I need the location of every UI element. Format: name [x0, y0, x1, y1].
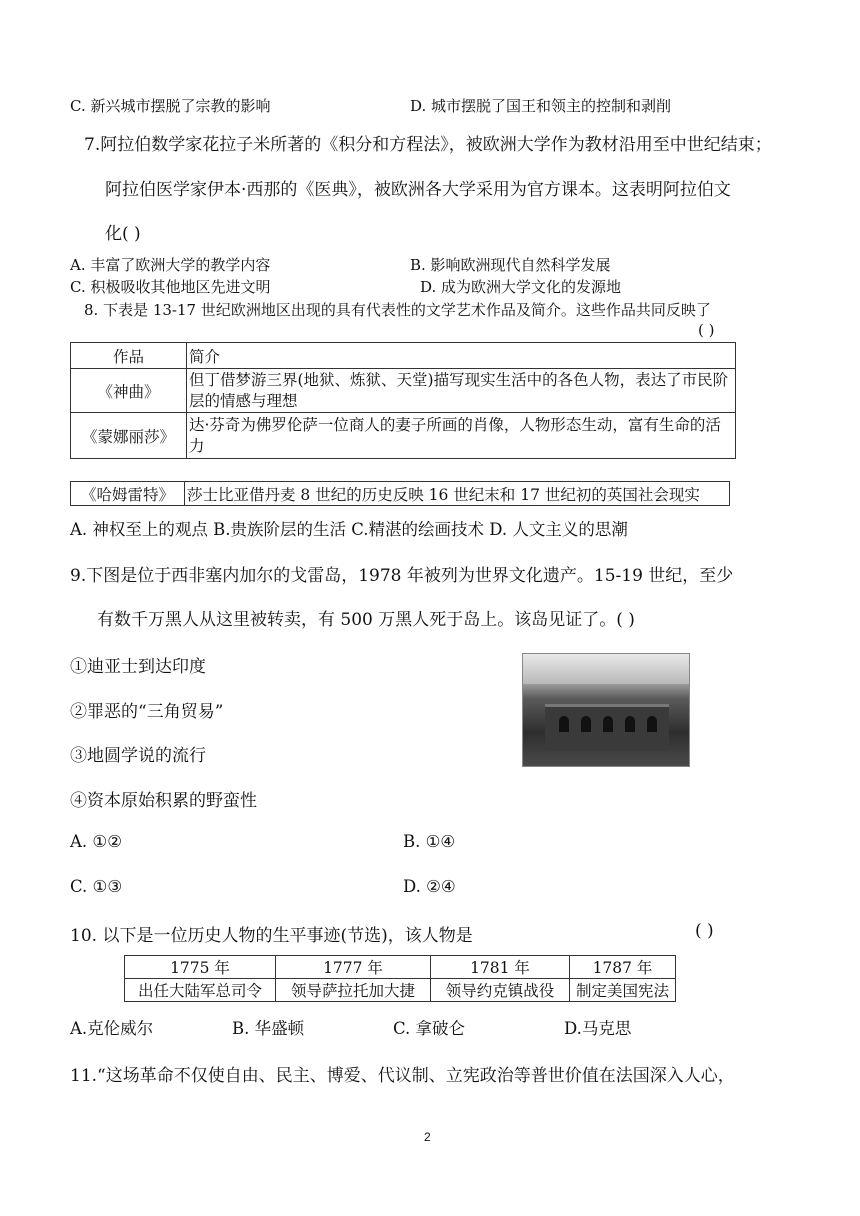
q8-row2-work: 《蒙娜丽莎》 — [71, 413, 187, 459]
q9-option-d: D. ②④ — [403, 877, 456, 896]
q10-event-4: 制定美国宪法 — [570, 979, 676, 1002]
q8-row1-work: 《神曲》 — [71, 369, 187, 413]
q6-option-d: D. 城市摆脱了国王和领主的控制和剥削 — [410, 97, 672, 115]
q8-row2-intro: 达·芬奇为佛罗伦萨一位商人的妻子所画的肖像，人物形态生动，富有生命的活力 — [187, 413, 736, 459]
q11-stem-line1: 11.“这场革命不仅使自由、民主、博爱、代议制、立宪政治等普世价值在法国深入人心， — [70, 1066, 735, 1086]
q10-year-4: 1787 年 — [570, 956, 676, 979]
q8-row3-work: 《哈姆雷特》 — [71, 482, 185, 506]
q9-option-b: B. ①④ — [403, 832, 456, 851]
q10-option-b: B. 华盛顿 — [232, 1019, 305, 1038]
q7-stem-line2: 阿拉伯医学家伊本·西那的《医典》，被欧洲各大学采用为官方课本。这表明阿拉伯文 — [105, 180, 731, 200]
q8-header-work: 作品 — [71, 343, 187, 369]
q10-option-d: D.马克思 — [564, 1019, 632, 1038]
q10-event-1: 出任大陆军总司令 — [125, 979, 276, 1002]
q9-stem-line2: 有数千万黑人从这里被转卖，有 500 万黑人死于岛上。该岛见证了。( ) — [97, 610, 635, 630]
q10-option-c: C. 拿破仑 — [393, 1019, 466, 1038]
q10-year-3: 1781 年 — [431, 956, 570, 979]
q8-row1-intro: 但丁借梦游三界(地狱、炼狱、天堂)描写现实生活中的各色人物，表达了市民阶层的情感与理想 — [187, 369, 736, 413]
q8-answer-paren: ( ) — [698, 321, 715, 339]
q10-year-1: 1775 年 — [125, 956, 276, 979]
q7-option-a: A. 丰富了欧洲大学的教学内容 — [70, 256, 271, 274]
q9-option-c: C. ①③ — [70, 877, 123, 896]
q8-options: A. 神权至上的观点 B.贵族阶层的生活 C.精湛的绘画技术 D. 人文主义的思潮 — [70, 520, 628, 539]
q8-extra-table — [70, 481, 730, 506]
page-number: 2 — [424, 1130, 431, 1144]
q10-event-2: 领导萨拉托加大捷 — [276, 979, 431, 1002]
q9-item-4: ④资本原始积累的野蛮性 — [70, 791, 257, 811]
q7-stem-line1: 7.阿拉伯数学家花拉子米所著的《积分和方程法》，被欧洲大学作为教材沿用至中世纪结束； — [84, 135, 772, 155]
q7-stem-line3: 化( ) — [105, 224, 141, 244]
goree-island-photo — [522, 653, 690, 767]
q6-option-c: C. 新兴城市摆脱了宗教的影响 — [70, 97, 271, 115]
q9-item-2: ②罪恶的“三角贸易” — [70, 702, 224, 722]
q8-stem: 8. 下表是 13-17 世纪欧洲地区出现的具有代表性的文学艺术作品及简介。这些作品共同反映了 — [84, 301, 711, 319]
q8-works-table — [70, 342, 736, 459]
q7-option-d: D. 成为欧洲大学文化的发源地 — [420, 278, 622, 296]
q9-option-a: A. ①② — [70, 832, 122, 851]
q10-option-a: A.克伦威尔 — [70, 1019, 154, 1038]
q9-item-3: ③地圆学说的流行 — [70, 746, 206, 766]
q8-row3-intro: 莎士比亚借丹麦 8 世纪的历史反映 16 世纪末和 17 世纪初的英国社会现实 — [185, 482, 730, 506]
q10-year-2: 1777 年 — [276, 956, 431, 979]
q8-header-intro: 简介 — [187, 343, 736, 369]
q10-answer-paren: ( ) — [695, 921, 714, 941]
q9-item-1: ①迪亚士到达印度 — [70, 657, 206, 677]
q9-stem-line1: 9.下图是位于西非塞内加尔的戈雷岛，1978 年被列为世界文化遗产。15-19 世纪，至少 — [70, 566, 734, 586]
q10-timeline-table — [124, 955, 676, 1002]
q7-option-c: C. 积极吸收其他地区先进文明 — [70, 278, 271, 296]
q10-event-3: 领导约克镇战役 — [431, 979, 570, 1002]
q7-option-b: B. 影响欧洲现代自然科学发展 — [410, 256, 611, 274]
q10-stem: 10. 以下是一位历史人物的生平事迹(节选)，该人物是 — [70, 926, 473, 946]
